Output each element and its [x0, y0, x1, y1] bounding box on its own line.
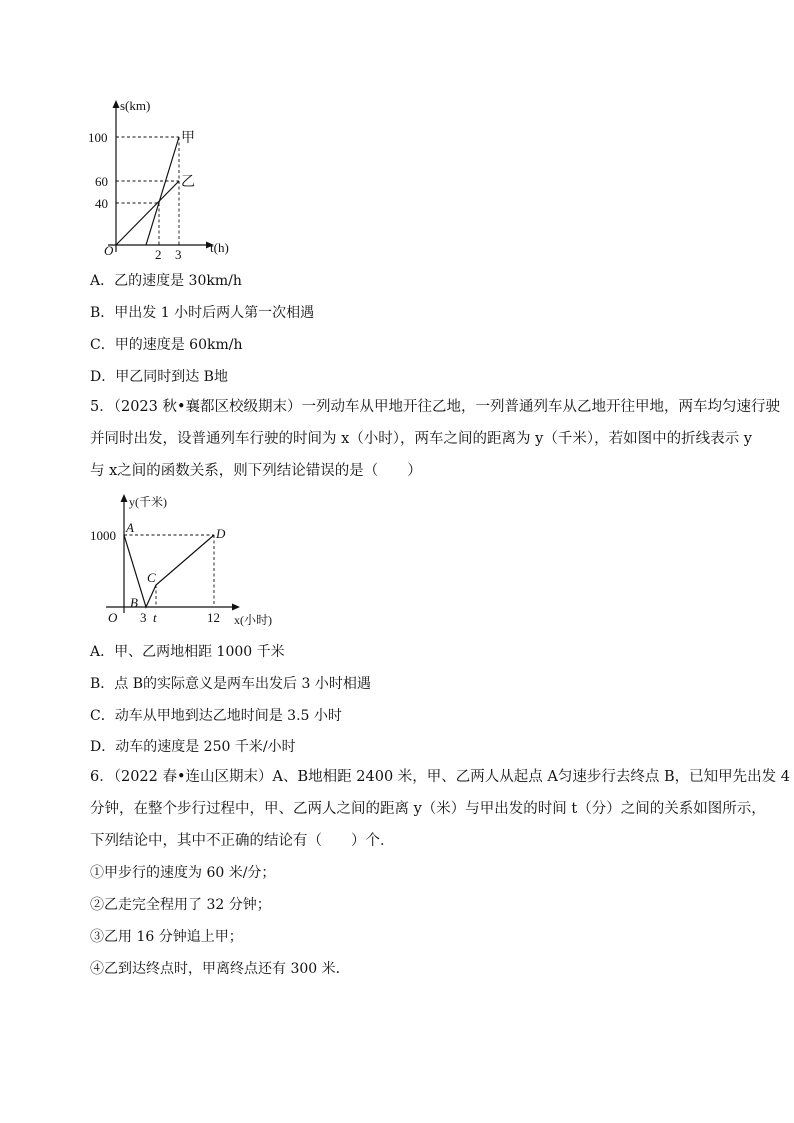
- q5-x-axis-arrow: [232, 604, 240, 611]
- q4-label-jia: 甲: [181, 131, 195, 146]
- q5-point-a: A: [126, 520, 134, 535]
- q4-option-c: C．甲的速度是 60km/h: [90, 337, 243, 353]
- q4-label-yi: 乙: [181, 175, 195, 190]
- q6-statement-3: ③乙用 16 分钟追上甲；: [90, 929, 243, 945]
- q4-y-tick-100: 100: [88, 130, 108, 145]
- q5-point-b: B: [130, 595, 138, 610]
- q5-y-axis-arrow: [121, 494, 128, 502]
- q4-y-tick-40: 40: [95, 196, 108, 211]
- q5-x-tick-3: 3: [140, 610, 147, 625]
- q5-distance-graph: [84, 490, 304, 630]
- q5-origin: O: [108, 610, 118, 625]
- q5-stem-line-2: 并同时出发，设普通列车行驶的时间为 x（小时），两车之间的距离为 y（千米），若如图中的折线表示 y: [90, 431, 752, 447]
- q5-x-tick-t: t: [153, 610, 157, 625]
- q5-x-tick-12: 12: [207, 610, 220, 625]
- q4-option-b: B．甲出发 1 小时后两人第一次相遇: [90, 305, 315, 321]
- q5-option-d: D．动车的速度是 250 千米/小时: [90, 739, 296, 755]
- q4-y-tick-60: 60: [95, 174, 108, 189]
- q5-x-label: x(小时): [234, 613, 272, 627]
- q5-stem-line-3: 与 x之间的函数关系，则下列结论错误的是（ ）: [90, 463, 422, 479]
- q5-y-tick-1000: 1000: [90, 528, 116, 543]
- q6-statement-1: ①甲步行的速度为 60 米/分；: [90, 865, 276, 881]
- q6-stem-line-2: 分钟，在整个步行过程中，甲、乙两人之间的距离 y（米）与甲出发的时间 t（分）之间的关系如图所示，: [90, 801, 766, 817]
- q5-point-c: C: [147, 570, 156, 585]
- q5-option-b: B．点 B的实际意义是两车出发后 3 小时相遇: [90, 676, 371, 692]
- q4-line-yi: [116, 181, 179, 245]
- q5-point-d: D: [216, 526, 226, 541]
- q4-line-jia: [146, 137, 179, 245]
- q4-x-label: t(h): [210, 240, 229, 255]
- q6-stem-line-1: 6．（2022 春•连山区期末）A、B地相距 2400 米，甲、乙两人从起点 A匀速步行去终点 B，已知甲先出发 4: [90, 769, 790, 785]
- q4-x-tick-3: 3: [175, 247, 182, 262]
- q5-y-label: y(千米): [129, 495, 167, 509]
- q6-statement-4: ④乙到达终点时，甲离终点还有 300 米．: [90, 961, 350, 977]
- q5-option-c: C．动车从甲地到达乙地时间是 3.5 小时: [90, 708, 342, 724]
- q5-option-a: A．甲、乙两地相距 1000 千米: [90, 644, 285, 660]
- q4-y-axis-arrow: [113, 100, 120, 108]
- q4-x-tick-2: 2: [155, 247, 162, 262]
- q6-stem-line-3: 下列结论中，其中不正确的结论有（ ）个．: [90, 833, 395, 849]
- q4-distance-time-graph: [80, 92, 280, 262]
- q5-stem-line-1: 5．（2023 秋•襄都区校级期末）一列动车从甲地开往乙地，一列普通列车从乙地开往甲地，两车均匀速行驶: [90, 399, 781, 415]
- q6-statement-2: ②乙走完全程用了 32 分钟；: [90, 897, 271, 913]
- q4-y-label: s(km): [120, 98, 151, 113]
- q4-option-a: A．乙的速度是 30km/h: [90, 273, 242, 289]
- q4-origin: O: [104, 243, 114, 258]
- q4-option-d: D．甲乙同时到达 B地: [90, 369, 228, 385]
